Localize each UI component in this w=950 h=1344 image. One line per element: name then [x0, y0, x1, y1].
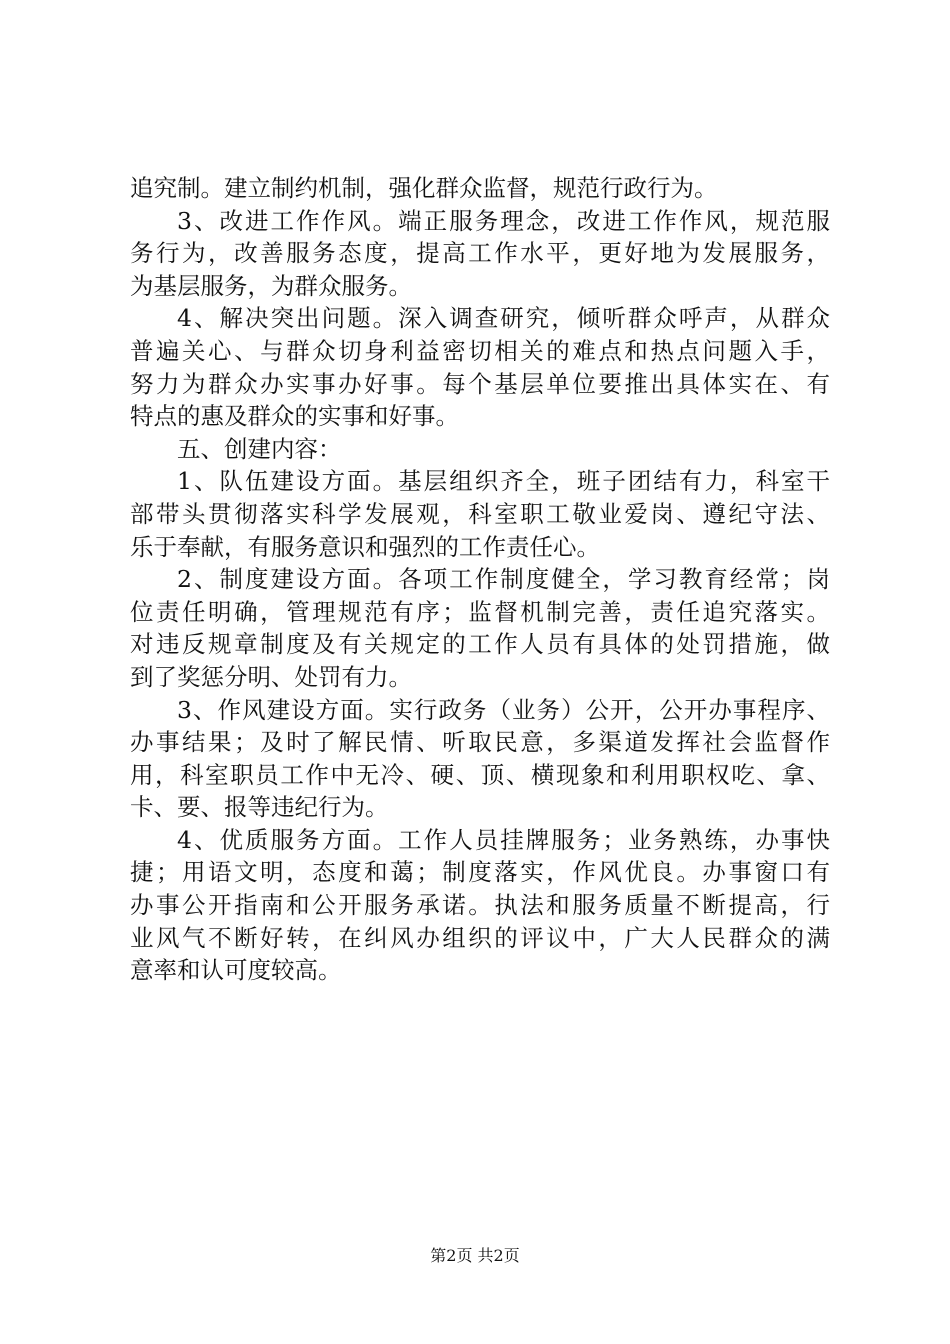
text-line: 办事结果；及时了解民情、听取民意，多渠道发挥社会监督作 [130, 728, 830, 757]
text-line: 用，科室职员工作中无冷、硬、顶、横现象和利用职权吃、拿、 [130, 760, 830, 789]
text-line: 1、队伍建设方面。基层组织齐全，班子团结有力，科室干 [177, 467, 830, 496]
text-line: 捷；用语文明，态度和蔼；制度落实，作风优良。办事窗口有 [130, 858, 830, 887]
text-line: 卡、要、报等违纪行为。 [130, 793, 389, 822]
text-line: 乐于奉献，有服务意识和强烈的工作责任心。 [130, 532, 600, 561]
text-line: 部带头贯彻落实科学发展观，科室职工敬业爱岗、遵纪守法、 [130, 499, 830, 528]
text-line: 追究制。建立制约机制，强化群众监督，规范行政行为。 [130, 174, 718, 202]
text-line: 位责任明确，管理规范有序；监督机制完善，责任追究落实。 [130, 597, 830, 626]
text-line: 业风气不断好转，在纠风办组织的评议中，广大人民群众的满 [130, 923, 830, 952]
document-body [130, 172, 830, 987]
text-line: 普遍关心、与群众切身利益密切相关的难点和热点问题入手， [130, 336, 830, 365]
text-line: 对违反规章制度及有关规定的工作人员有具体的处罚措施，做 [130, 630, 830, 659]
text-line: 3、改进工作作风。端正服务理念，改进工作作风，规范服 [177, 206, 830, 235]
text-line: 务行为，改善服务态度，提高工作水平，更好地为发展服务， [130, 239, 830, 268]
text-line: 意率和认可度较高。 [130, 956, 342, 985]
text-line: 到了奖惩分明、处罚有力。 [130, 662, 412, 691]
text-line: 特点的惠及群众的实事和好事。 [130, 402, 459, 431]
text-line: 努力为群众办实事办好事。每个基层单位要推出具体实在、有 [130, 369, 830, 398]
text-line: 3、作风建设方面。实行政务（业务）公开，公开办事程序、 [177, 695, 830, 724]
text-line: 2、制度建设方面。各项工作制度健全，学习教育经常；岗 [177, 565, 830, 594]
text-line: 为基层服务，为群众服务。 [130, 271, 412, 300]
text-line: 4、优质服务方面。工作人员挂牌服务；业务熟练，办事快 [177, 825, 830, 854]
text-line: 办事公开指南和公开服务承诺。执法和服务质量不断提高，行 [130, 891, 830, 920]
text-line: 4、解决突出问题。深入调查研究，倾听群众呼声，从群众 [177, 304, 830, 333]
text-line: 五、创建内容： [177, 434, 342, 463]
page-footer: 第2页 共2页 [430, 1246, 520, 1265]
